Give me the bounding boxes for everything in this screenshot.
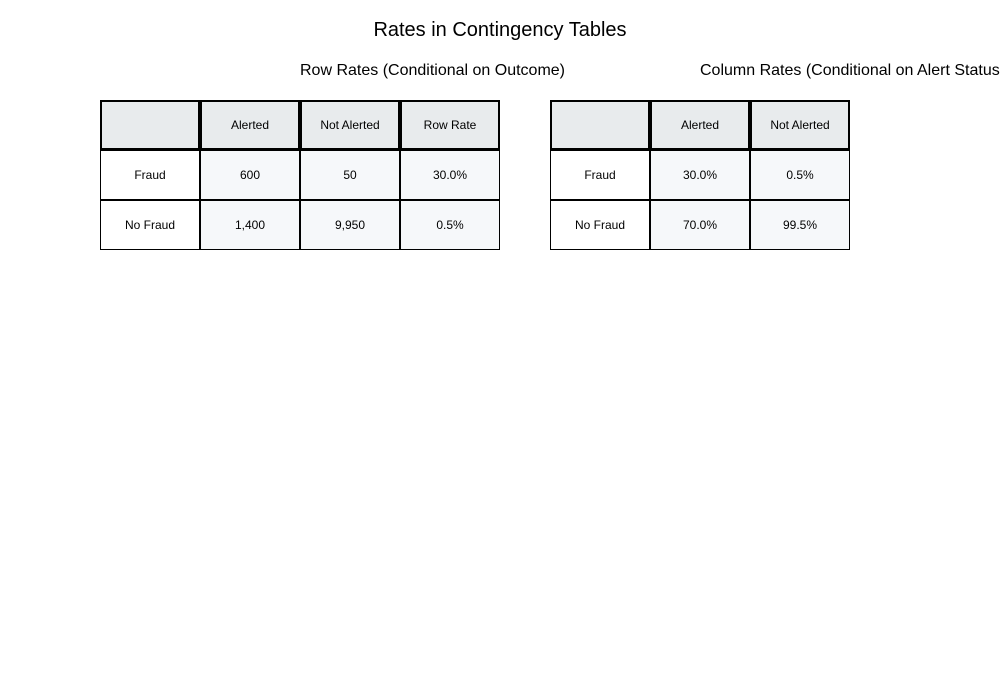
table-cell: 30.0%	[400, 150, 500, 200]
table-row-label: No Fraud	[100, 200, 200, 250]
table-header-cell: Alerted	[650, 100, 750, 150]
table-header-cell: Alerted	[200, 100, 300, 150]
table-cell: 600	[200, 150, 300, 200]
table-row-label: Fraud	[100, 150, 200, 200]
table-header-cell: Not Alerted	[750, 100, 850, 150]
table-row-label: No Fraud	[550, 200, 650, 250]
table-row-label: Fraud	[550, 150, 650, 200]
table-cell: 50	[300, 150, 400, 200]
table-cell: 9,950	[300, 200, 400, 250]
table-cell: 99.5%	[750, 200, 850, 250]
row-rates-table-title: Row Rates (Conditional on Outcome)	[300, 62, 566, 79]
table-cell: 0.5%	[400, 200, 500, 250]
table-header-cell: Not Alerted	[300, 100, 400, 150]
table-cell: 30.0%	[650, 150, 750, 200]
chart-title: Rates in Contingency Tables	[373, 19, 627, 41]
column-rates-table-title: Column Rates (Conditional on Alert Status	[700, 62, 1000, 79]
table-header-cell: Row Rate	[400, 100, 500, 150]
table-header-cell	[550, 100, 650, 150]
table-header-cell	[100, 100, 200, 150]
table-cell: 0.5%	[750, 150, 850, 200]
table-cell: 1,400	[200, 200, 300, 250]
table-cell: 70.0%	[650, 200, 750, 250]
